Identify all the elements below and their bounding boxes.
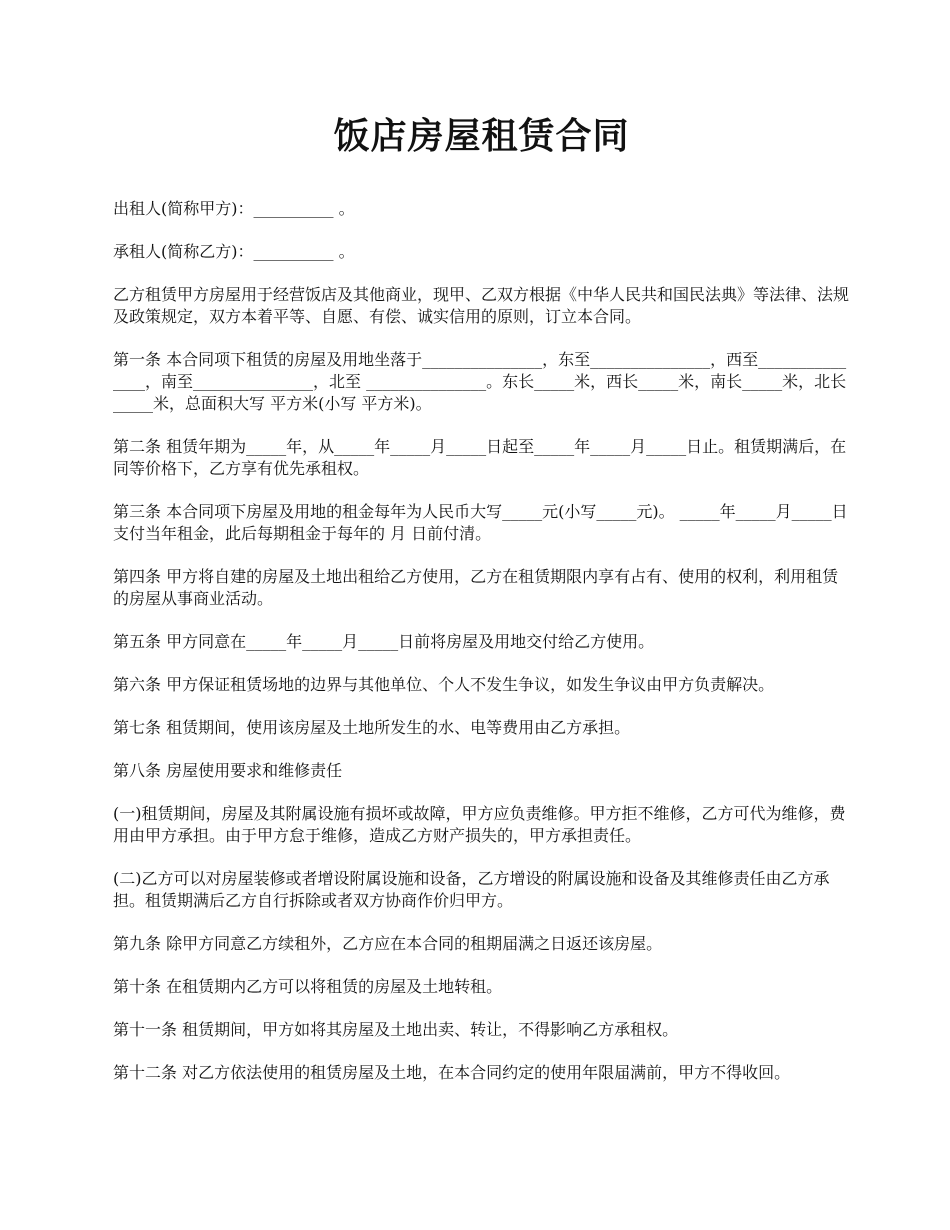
article-9: 第九条 除甲方同意乙方续租外，乙方应在本合同的租期届满之日返还该房屋。 — [113, 934, 663, 953]
article-2: 第二条 租赁年期为_____年，从_____年_____月_____日起至_____年_____月_____日止。租赁期满后，在同等价格下，乙方享有优先承租权。 — [113, 437, 847, 478]
preamble-paragraph: 乙方租赁甲方房屋用于经营饭店及其他商业，现甲、乙双方根据《中华人民共和国民法典》等法律、法规及政策规定，双方本着平等、自愿、有偿、诚实信用的原则，订立本合同。 — [113, 285, 850, 326]
article-10: 第十条 在租赁期内乙方可以将租赁的房屋及土地转租。 — [113, 977, 503, 996]
article-11: 第十一条 租赁期间，甲方如将其房屋及土地出卖、转让，不得影响乙方承租权。 — [113, 1020, 679, 1039]
article-8-item-1: (一)租赁期间，房屋及其附属设施有损坏或故障，甲方应负责维修。甲方拒不维修，乙方可代为维修，费用由甲方承担。由于甲方怠于维修，造成乙方财产损失的，甲方承担责任。 — [113, 804, 846, 845]
article-4: 第四条 甲方将自建的房屋及土地出租给乙方使用，乙方在租赁期限内享有占有、使用的权利，利用租赁的房屋从事商业活动。 — [113, 567, 839, 608]
lessor-line: 出租人(简称甲方)：__________ 。 — [113, 199, 355, 218]
article-8-item-2: (二)乙方可以对房屋装修或者增设附属设施和设备，乙方增设的附属设施和设备及其维修责任由乙方承担。租赁期满后乙方自行拆除或者双方协商作价归甲方。 — [113, 869, 830, 910]
article-1: 第一条 本合同项下租赁的房屋及用地坐落于_______________，东至_______________，西至_______________，南至_______________，北至 _______________。东长_____米，西长_____米，南长_____米，北长_____米，总面积大写 平方米(小写 平方米)。 — [113, 350, 847, 413]
lessee-line: 承租人(简称乙方)：__________ 。 — [113, 242, 355, 261]
article-5: 第五条 甲方同意在_____年_____月_____日前将房屋及用地交付给乙方使用。 — [113, 632, 655, 651]
article-12: 第十二条 对乙方依法使用的租赁房屋及土地，在本合同约定的使用年限届满前，甲方不得收回。 — [113, 1063, 791, 1082]
document-title: 饭店房屋租赁合同 — [333, 115, 630, 157]
article-3: 第三条 本合同项下房屋及用地的租金每年为人民币大写_____元(小写_____元)。 _____年_____月_____日支付当年租金，此后每期租金于每年的 月 日前付清。 — [113, 502, 848, 543]
article-8-heading: 第八条 房屋使用要求和维修责任 — [113, 761, 343, 780]
article-6: 第六条 甲方保证租赁场地的边界与其他单位、个人不发生争议，如发生争议由甲方负责解决。 — [113, 675, 775, 694]
article-7: 第七条 租赁期间，使用该房屋及土地所发生的水、电等费用由乙方承担。 — [113, 718, 631, 737]
